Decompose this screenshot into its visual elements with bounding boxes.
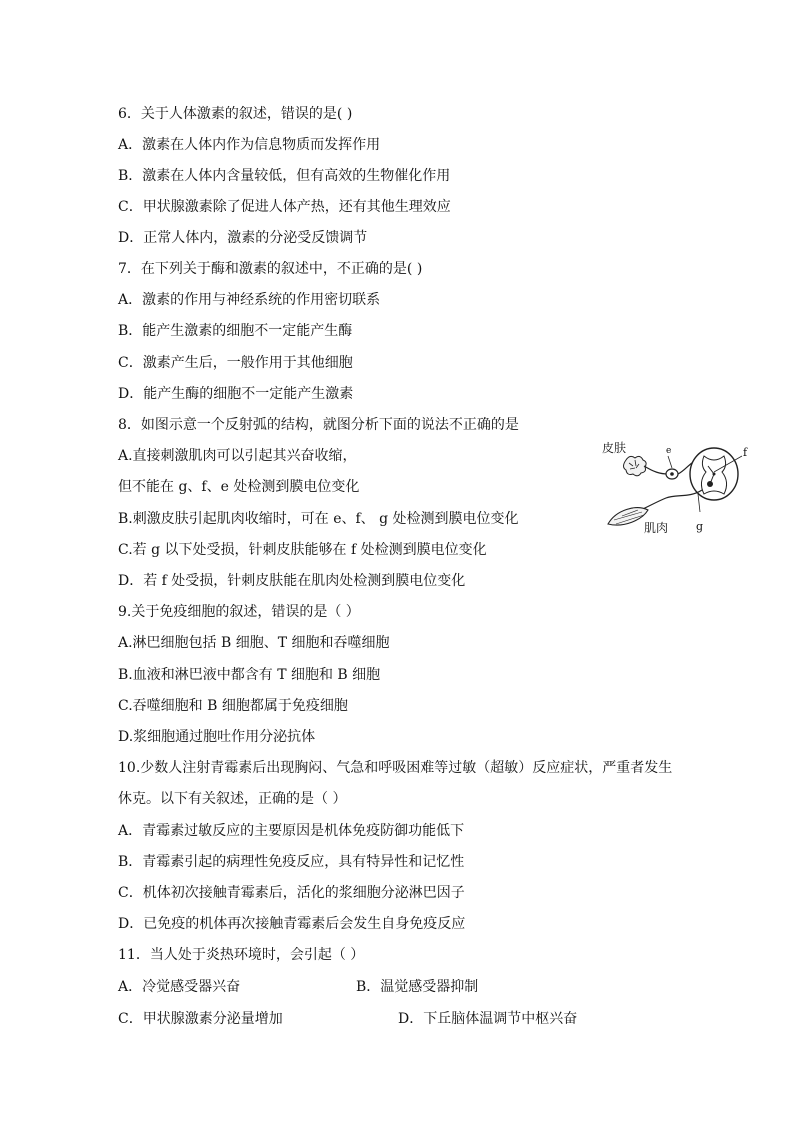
afferent-nerve: [644, 466, 668, 474]
q9-stem: 9.关于免疫细胞的叙述，错误的是（ ）: [118, 604, 360, 620]
q6-option-c: C．甲状腺激素除了促进人体产热，还有其他生理效应: [118, 199, 451, 215]
q6-stem: 6．关于人体激素的叙述，错误的是( ): [118, 106, 353, 122]
q11-option-a: A．冷觉感受器兴奋: [118, 979, 241, 995]
q10-option-b: B．青霉素引起的病理性免疫反应，具有特异性和记忆性: [118, 854, 465, 870]
q6-option-a: A．激素在人体内作为信息物质而发挥作用: [118, 137, 381, 153]
label-g: g: [696, 520, 704, 533]
q9-option-d: D.浆细胞通过胞吐作用分泌抗体: [118, 729, 316, 745]
q7-option-a: A．激素的作用与神经系统的作用密切联系: [118, 292, 381, 308]
q8-stem: 8．如图示意一个反射弧的结构，就图分析下面的说法不正确的是: [118, 417, 519, 433]
q10-stem: 10.少数人注射青霉素后出现胸闷、气急和呼吸困难等过敏（超敏）反应症状，严重者发生: [118, 760, 673, 776]
skin-receptor: [624, 456, 647, 475]
q11-option-b: B．温觉感受器抑制: [356, 979, 479, 995]
q9-option-a: A.淋巴细胞包括 B 细胞、T 细胞和吞噬细胞: [118, 635, 390, 651]
label-e: e: [666, 446, 672, 456]
label-f: f: [743, 446, 748, 459]
label-muscle: 肌肉: [644, 521, 669, 534]
muscle: [608, 508, 648, 525]
q7-option-c: C．激素产生后，一般作用于其他细胞: [118, 355, 353, 371]
q9-option-c: C.吞噬细胞和 B 细胞都属于免疫细胞: [118, 698, 348, 714]
q8-option-b: B.刺激皮肤引起肌肉收缩时，可在 e、f、 g 处检测到膜电位变化: [118, 511, 519, 527]
q6-option-b: B．激素在人体内含量较低，但有高效的生物催化作用: [118, 168, 451, 184]
label-skin: 皮肤: [602, 441, 627, 455]
q7-option-b: B．能产生激素的细胞不一定能产生酶: [118, 323, 353, 339]
q10-option-a: A．青霉素过敏反应的主要原因是机体免疫防御功能低下: [118, 823, 465, 839]
q10-option-d: D．已免疫的机体再次接触青霉素后会发生自身免疫反应: [118, 916, 466, 932]
q9-option-b: B.血液和淋巴液中都含有 T 细胞和 B 细胞: [118, 667, 381, 683]
q11-option-c: C．甲状腺激素分泌量增加: [118, 1011, 283, 1027]
q6-option-d: D．正常人体内，激素的分泌受反馈调节: [118, 230, 368, 246]
q11-option-d: D．下丘脑体温调节中枢兴奋: [398, 1011, 578, 1027]
q11-stem: 11．当人处于炎热环境时，会引起（ ）: [118, 947, 365, 963]
q8-option-a: A.直接刺激肌肉可以引起其兴奋收缩，: [118, 448, 357, 464]
q8-option-a-cont: 但不能在 g、f、e 处检测到膜电位变化: [118, 479, 360, 495]
q8-option-c: C.若 g 以下处受损，针刺皮肤能够在 f 处检测到膜电位变化: [118, 542, 487, 558]
q8-option-d: D．若 f 处受损，针刺皮肤能在肌肉处检测到膜电位变化: [118, 573, 466, 589]
reflex-arc-diagram: [602, 436, 750, 534]
q10-option-c: C．机体初次接触青霉素后，活化的浆细胞分泌淋巴因子: [118, 885, 465, 901]
q7-option-d: D．能产生酶的细胞不一定能产生激素: [118, 386, 354, 402]
q10-stem-cont: 休克。以下有关叙述，正确的是（ ）: [118, 791, 347, 807]
q7-stem: 7．在下列关于酶和激素的叙述中，不正确的是( ): [118, 261, 423, 277]
